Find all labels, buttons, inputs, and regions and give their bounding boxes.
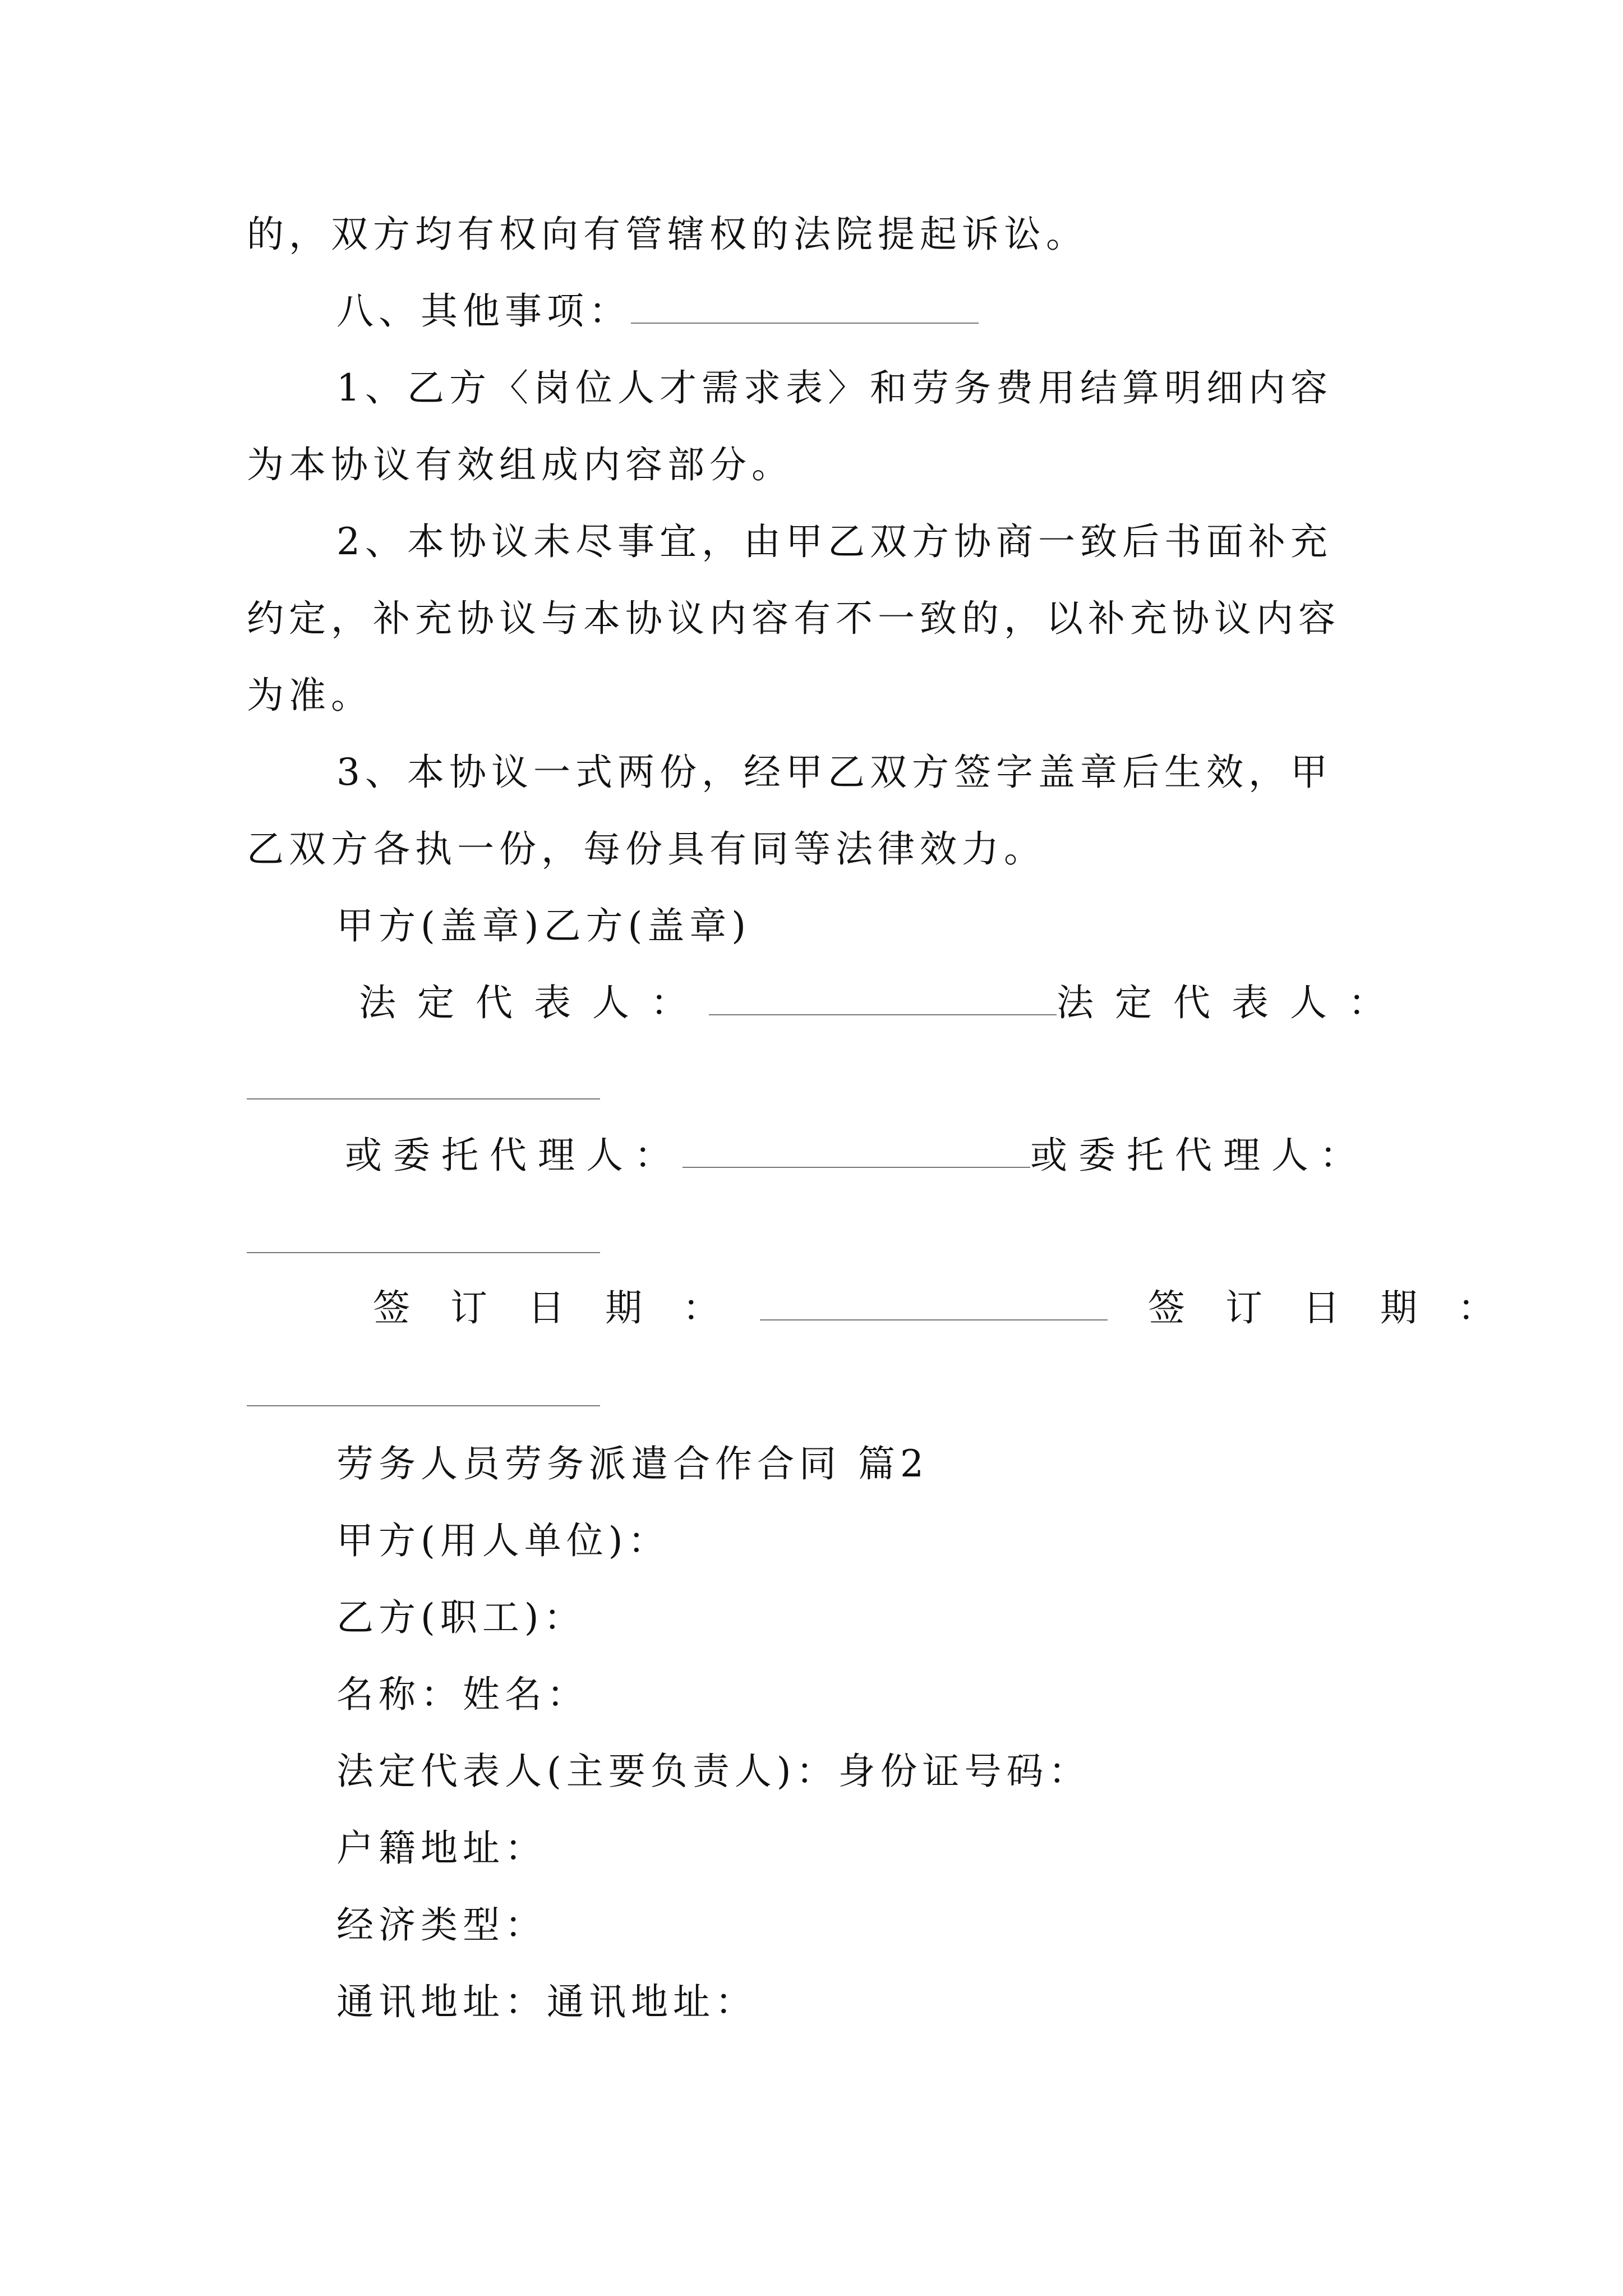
field-line: 法定代表人(主要负责人)：身份证号码： bbox=[336, 1750, 1091, 1793]
field-line: 户籍地址： bbox=[336, 1826, 547, 1870]
blank-underline bbox=[709, 982, 1057, 1015]
legal-rep-label-party-b: 法定代表人： bbox=[1057, 981, 1407, 1024]
blank-underline bbox=[683, 1134, 1030, 1168]
section-heading-other-matters bbox=[336, 289, 979, 334]
seal-line: 甲方(盖章)乙方(盖章) bbox=[336, 904, 751, 947]
blank-underline bbox=[760, 1287, 1108, 1320]
section-heading-label: 八、其他事项： bbox=[336, 289, 631, 333]
field-line: 乙方(职工)： bbox=[336, 1596, 586, 1639]
blank-underline bbox=[247, 1252, 600, 1253]
agent-label-party-b: 或委托代理人： bbox=[1030, 1134, 1368, 1177]
blank-underline bbox=[247, 1098, 600, 1099]
date-label-party-a: 签订日期： bbox=[373, 1286, 760, 1329]
agent-row bbox=[345, 1133, 1368, 1178]
field-line: 名称：姓名： bbox=[336, 1673, 589, 1716]
paragraph-line: 为准。 bbox=[247, 674, 373, 717]
paragraph-line: 的，双方均有权向有管辖权的法院提起诉讼。 bbox=[247, 213, 1088, 256]
field-line: 通讯地址：通讯地址： bbox=[336, 1980, 757, 2023]
blank-underline bbox=[631, 290, 979, 324]
contract-title: 劳务人员劳务派遣合作合同 篇2 bbox=[336, 1442, 929, 1485]
paragraph-line: 为本协议有效组成内容部分。 bbox=[247, 443, 794, 486]
field-line: 甲方(用人单位)： bbox=[336, 1519, 670, 1562]
paragraph-line: 1、乙方〈岗位人才需求表〉和劳务费用结算明细内容 bbox=[336, 366, 1332, 409]
blank-underline bbox=[247, 1405, 600, 1406]
paragraph-line: 2、本协议未尽事宜，由甲乙双方协商一致后书面补充 bbox=[336, 520, 1332, 563]
agent-label-party-a: 或委托代理人： bbox=[345, 1134, 683, 1177]
legal-rep-label-party-a: 法定代表人： bbox=[359, 981, 709, 1024]
paragraph-line: 约定，补充协议与本协议内容有不一致的，以补充协议内容 bbox=[247, 597, 1340, 640]
date-label-party-b: 签订日期： bbox=[1148, 1286, 1535, 1329]
paragraph-line: 3、本协议一式两份，经甲乙双方签字盖章后生效，甲 bbox=[336, 751, 1332, 794]
legal-rep-row bbox=[359, 981, 1407, 1025]
paragraph-line: 乙双方各执一份，每份具有同等法律效力。 bbox=[247, 827, 1046, 871]
signing-date-row bbox=[373, 1286, 1535, 1331]
field-line: 经济类型： bbox=[336, 1903, 547, 1947]
